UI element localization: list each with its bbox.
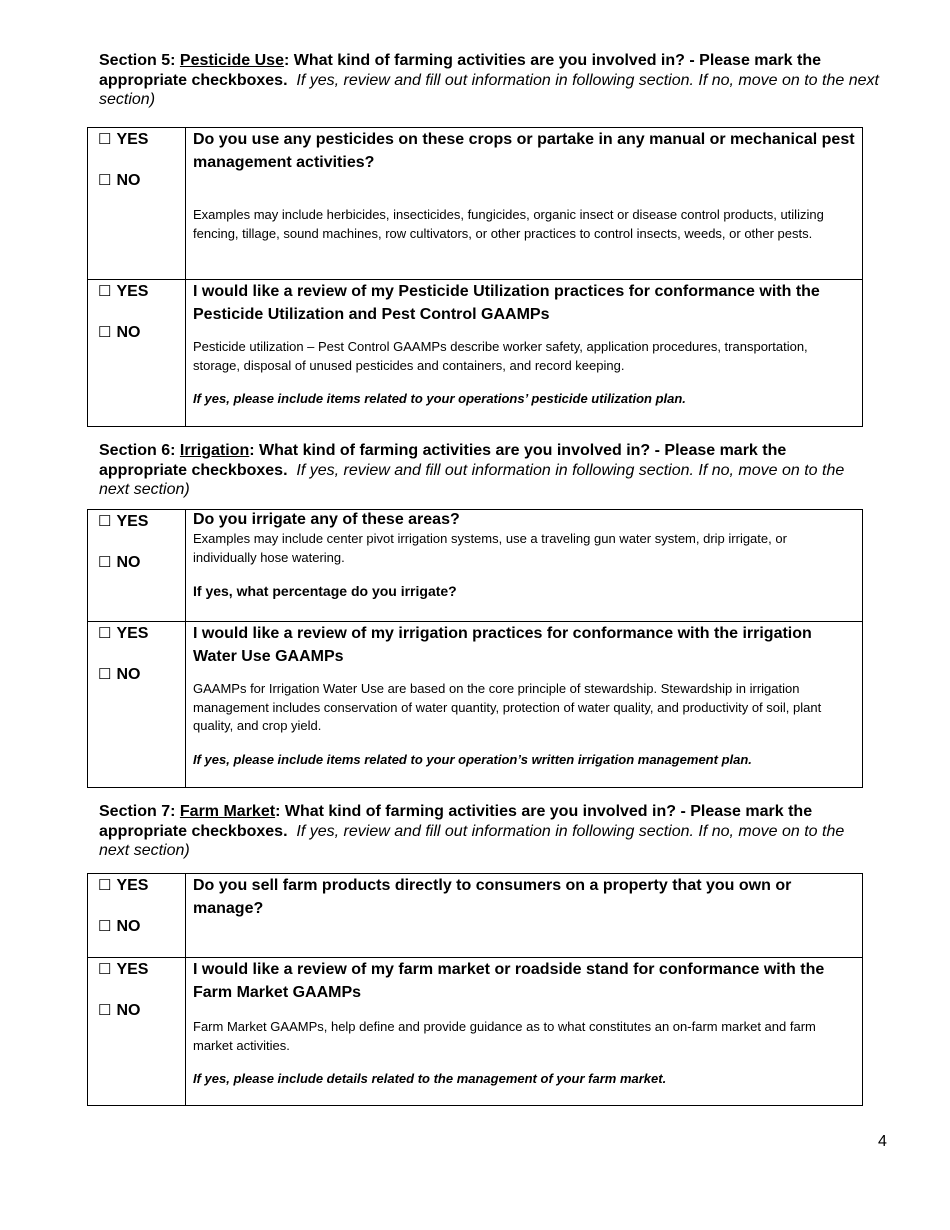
checkbox-icon[interactable]: ☐ [98, 131, 112, 148]
checkbox-icon[interactable]: ☐ [98, 877, 112, 894]
section-7-label: Section 7: [99, 803, 180, 820]
yes-checkbox[interactable] [88, 960, 185, 979]
section-7-table [87, 873, 863, 1106]
yes-label: YES [116, 625, 149, 642]
question-cell [186, 958, 863, 1106]
table-row [88, 874, 863, 958]
no-label: NO [116, 554, 141, 571]
no-checkbox[interactable] [88, 917, 185, 936]
section-5-instruction: : What kind of farming activities are you involved in? - Please mark the appropriate checkboxes. [99, 52, 821, 89]
checkbox-icon[interactable]: ☐ [98, 554, 112, 571]
note-text: If yes, please include items related to your operation’s written irrigation management plan. [193, 751, 752, 767]
description-text: Examples may include herbicides, insecticides, fungicides, organic insect or disease control products, utilizing fencing, tillage, sound machines, row cultivators, or other practices to control insects, weeds, or other pests. [193, 207, 824, 241]
table-row [88, 280, 863, 427]
yes-label: YES [116, 877, 149, 894]
no-label: NO [116, 324, 141, 341]
question-text: I would like a review of my Pesticide Utilization practices for conformance with the Pesticide Utilization and Pest Control GAAMPs [193, 283, 820, 323]
no-label: NO [116, 918, 141, 935]
question-cell [186, 622, 863, 788]
table-row [88, 958, 863, 1106]
question-text: Do you use any pesticides on these crops or partake in any manual or mechanical pest management activities? [193, 131, 855, 171]
no-label: NO [116, 666, 141, 683]
yes-checkbox[interactable] [88, 624, 185, 643]
description-text: GAAMPs for Irrigation Water Use are based on the core principle of stewardship. Stewardship in irrigation management includes conservation of water quantity, protection of water quality, and productivity of soil, plant quality, and crop yield. [193, 681, 822, 733]
checkbox-cell [88, 510, 186, 622]
checkbox-icon[interactable]: ☐ [98, 918, 112, 935]
yes-label: YES [116, 131, 149, 148]
section-6-instruction: : What kind of farming activities are you involved in? - Please mark the appropriate checkboxes. [99, 442, 787, 479]
checkbox-icon[interactable]: ☐ [98, 513, 112, 530]
page-number: 4 [878, 1133, 887, 1150]
no-checkbox[interactable] [88, 553, 185, 572]
checkbox-icon[interactable]: ☐ [98, 625, 112, 642]
checkbox-icon[interactable]: ☐ [98, 666, 112, 683]
section-7-instruction: : What kind of farming activities are you involved in? - Please mark the appropriate checkboxes. [99, 803, 813, 840]
question-text: Do you sell farm products directly to consumers on a property that you own or manage? [193, 877, 792, 917]
checkbox-icon[interactable]: ☐ [98, 961, 112, 978]
section-5-topic: Pesticide Use [179, 52, 284, 69]
no-label: NO [116, 1002, 141, 1019]
section-5-label: Section 5: [99, 52, 180, 69]
yes-label: YES [116, 283, 149, 300]
checkbox-cell [88, 280, 186, 427]
question-cell [186, 874, 863, 958]
yes-label: YES [116, 513, 149, 530]
yes-checkbox[interactable] [88, 282, 185, 301]
section-6-table [87, 509, 863, 788]
table-row [88, 622, 863, 788]
question-cell [186, 280, 863, 427]
table-row [88, 510, 863, 622]
checkbox-icon[interactable]: ☐ [98, 1002, 112, 1019]
checkbox-icon[interactable]: ☐ [98, 283, 112, 300]
checkbox-icon[interactable]: ☐ [98, 172, 112, 189]
note-text: If yes, please include items related to your operations’ pesticide utilization plan. [193, 391, 686, 406]
yes-checkbox[interactable] [88, 130, 185, 149]
checkbox-icon[interactable]: ☐ [98, 324, 112, 341]
question-text: I would like a review of my irrigation practices for conformance with the irrigation Water Use GAAMPs [193, 625, 812, 665]
no-checkbox[interactable] [88, 665, 185, 684]
description-text: Examples may include center pivot irrigation systems, use a traveling gun water system, drip irrigate, or individually hose watering. [193, 531, 787, 565]
checkbox-cell [88, 622, 186, 788]
no-checkbox[interactable] [88, 323, 185, 342]
description-text: Farm Market GAAMPs, help define and provide guidance as to what constitutes an on-farm market and farm market activities. [193, 1019, 816, 1053]
checkbox-cell [88, 874, 186, 958]
table-row [88, 128, 863, 280]
section-7-topic: Farm Market [179, 803, 276, 820]
note-text: If yes, please include details related to the management of your farm market. [193, 1071, 667, 1086]
section-6-topic: Irrigation [179, 442, 250, 459]
yes-checkbox[interactable] [88, 512, 185, 531]
checkbox-cell [88, 128, 186, 280]
yes-label: YES [116, 961, 149, 978]
question-cell [186, 128, 863, 280]
section-7-note: If yes, review and fill out information in following section. If no, move on to the next section) [99, 822, 845, 859]
section-6-note: If yes, review and fill out information in following section. If no, move on to the next section) [99, 461, 845, 498]
checkbox-cell [88, 958, 186, 1106]
subquestion-text: If yes, what percentage do you irrigate? [193, 583, 457, 599]
section-7-header [99, 802, 859, 861]
section-5-header [99, 51, 879, 110]
description-text: Pesticide utilization – Pest Control GAAMPs describe worker safety, application procedures, transportation, storage, disposal of unused pesticides and containers, and record keeping. [193, 339, 808, 373]
question-text: Do you irrigate any of these areas? [193, 511, 460, 528]
section-5-table [87, 127, 863, 427]
section-6-header [99, 441, 874, 500]
no-label: NO [116, 172, 141, 189]
section-6-label: Section 6: [99, 442, 180, 459]
section-5-note: If yes, review and fill out information in following section. If no, move on to the next section) [99, 71, 879, 108]
no-checkbox[interactable] [88, 171, 185, 190]
question-cell [186, 510, 863, 622]
question-text: I would like a review of my farm market or roadside stand for conformance with the Farm Market GAAMPs [193, 961, 825, 1001]
no-checkbox[interactable] [88, 1001, 185, 1020]
yes-checkbox[interactable] [88, 876, 185, 895]
